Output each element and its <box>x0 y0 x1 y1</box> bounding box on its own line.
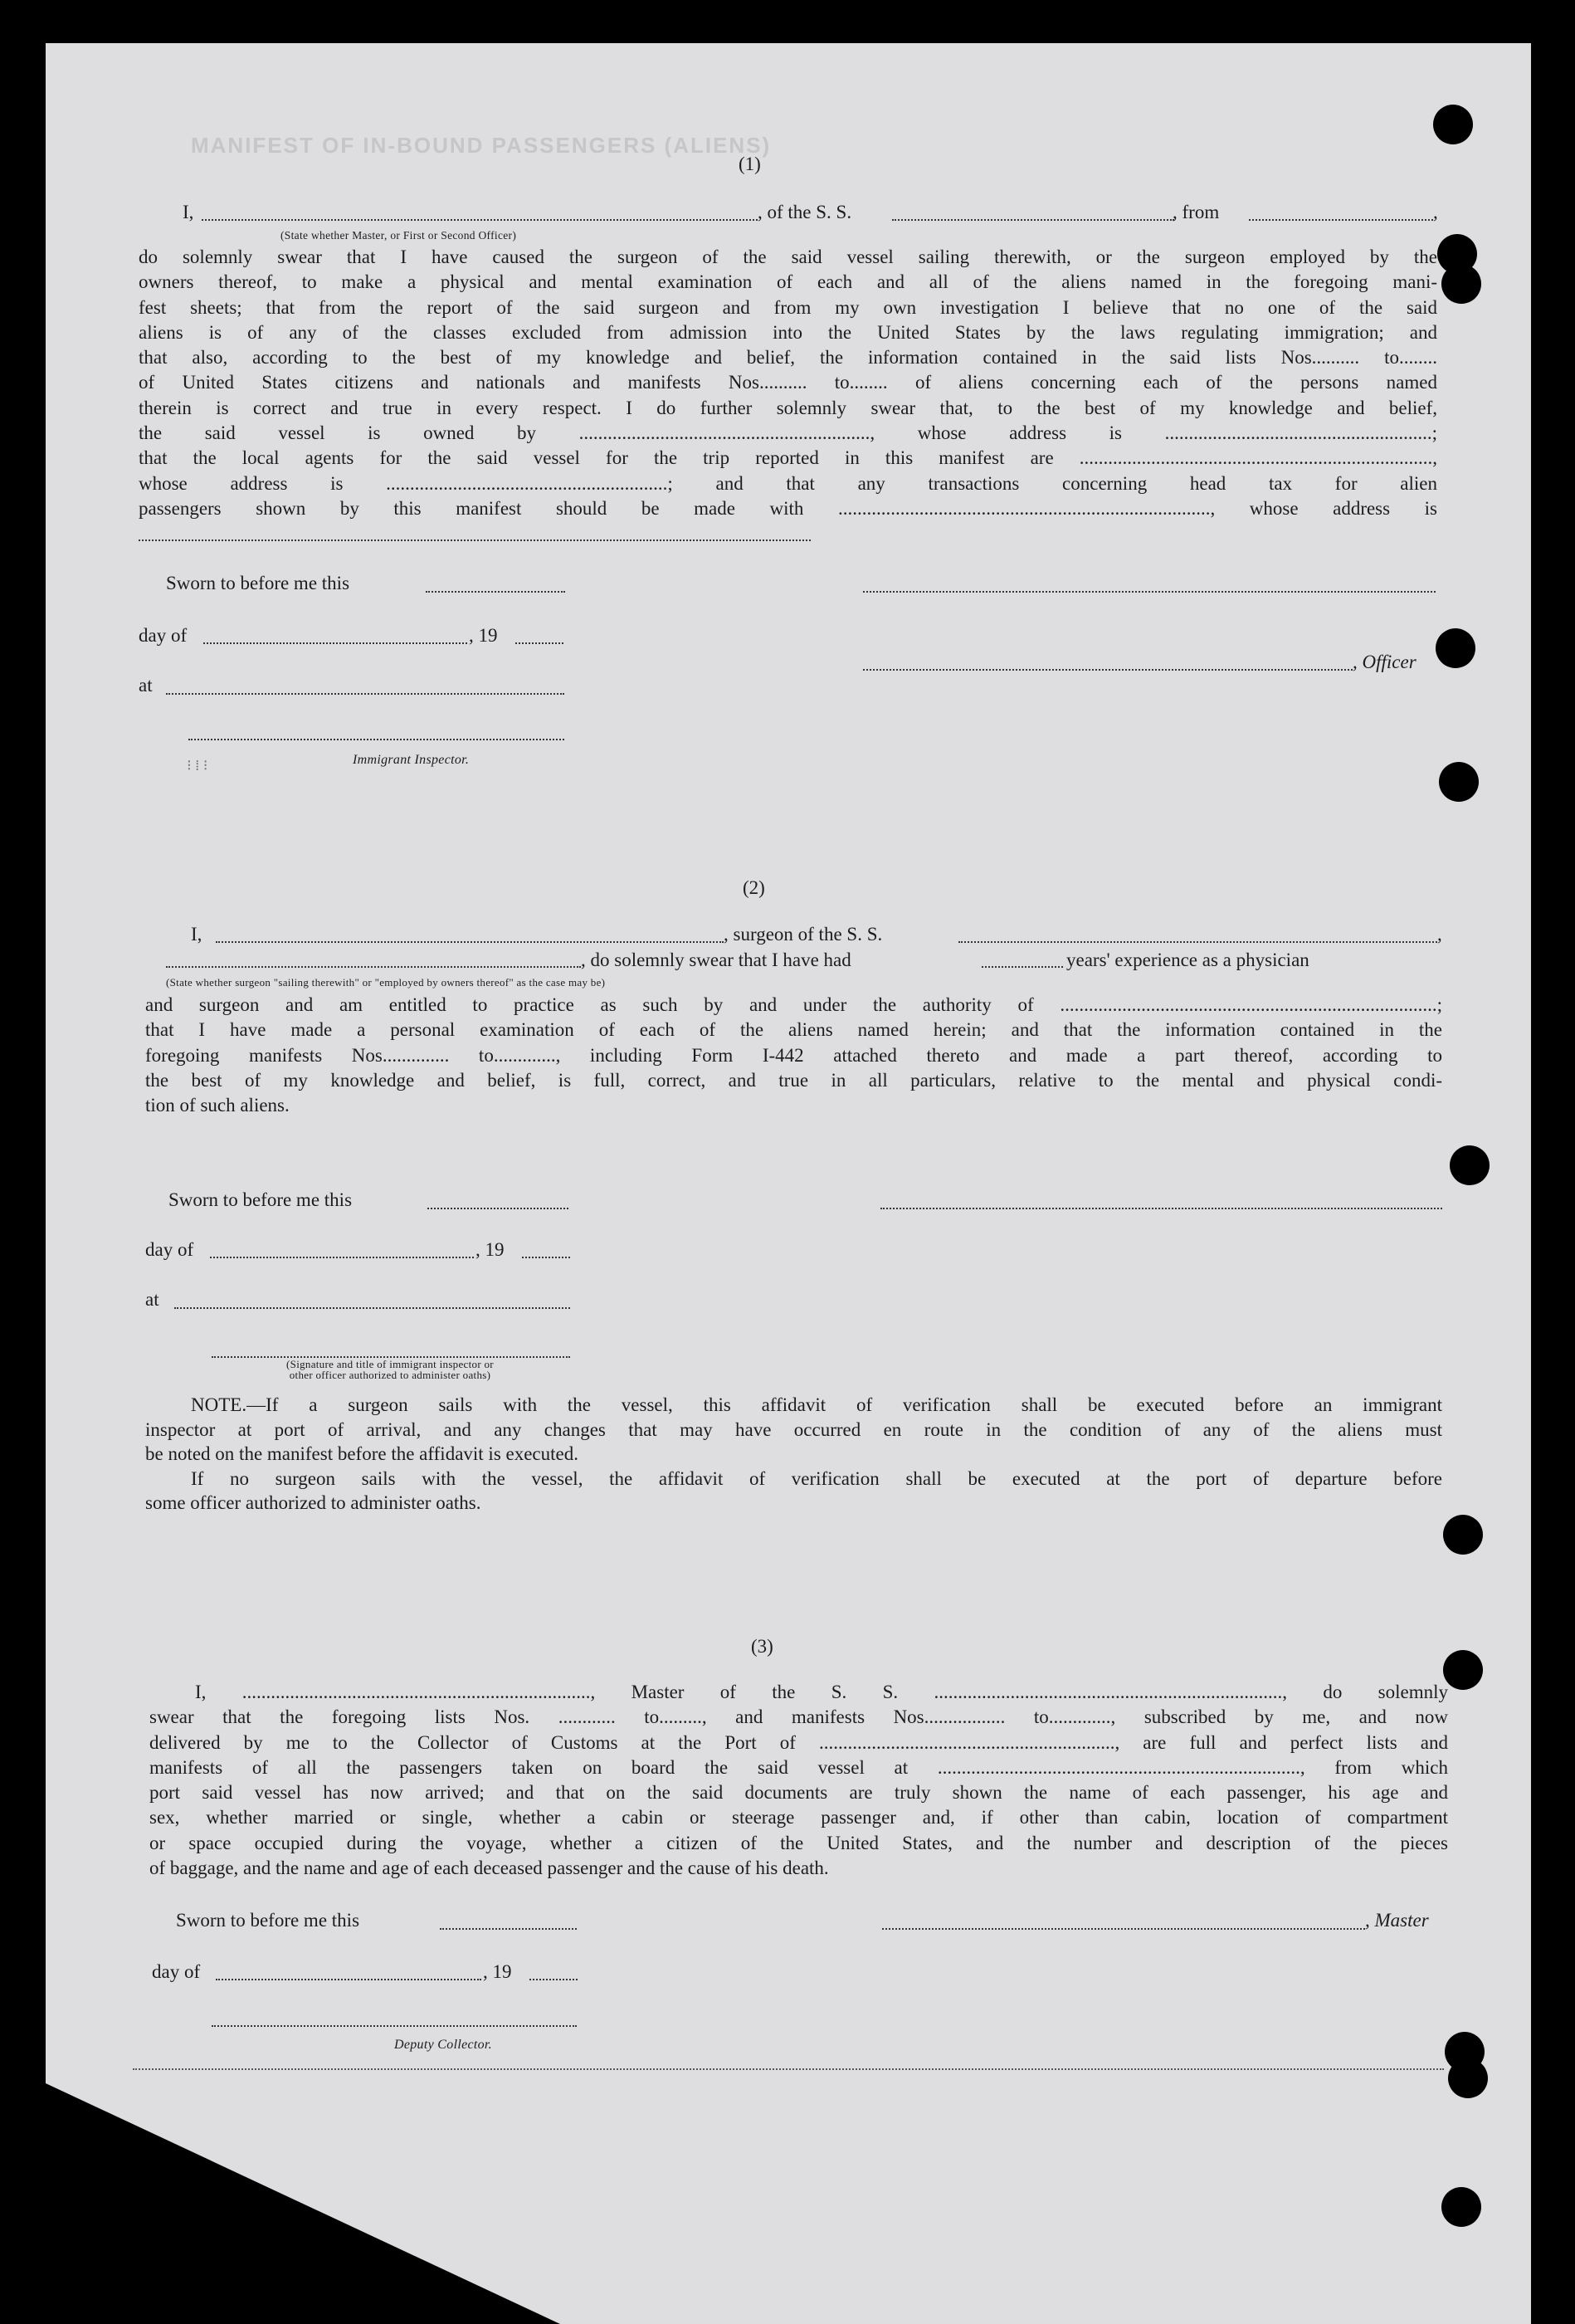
s2-note-line: If no surgeon sails with the vessel, the affidavit of verification shall be executed at the port of departure before <box>191 1467 1442 1489</box>
s1-para-line: of United States citizens and nationals and manifests Nos.......... to........ of aliens concerning each of the persons named <box>139 372 1437 393</box>
s2-day-of-label: day of <box>145 1239 194 1260</box>
s2-oath-paragraph <box>145 993 1442 1118</box>
s2-note-line: NOTE.—If a surgeon sails with the vessel, this affidavit of verification shall be executed before an immigrant <box>191 1394 1442 1415</box>
s1-inspector-label: Immigrant Inspector. <box>353 753 470 767</box>
s3-para-line: sex, whether married or single, whether a cabin or steerage passenger and, if other than cabin, location of compartment <box>149 1807 1448 1828</box>
torn-corner <box>46 2083 560 2324</box>
s2-years-field[interactable] <box>982 966 1063 968</box>
s3-para-line: delivered by me to the Collector of Customs at the Port of .............................................................., are full and perfect lists and <box>149 1731 1448 1753</box>
s1-line1-end: , <box>1433 202 1438 222</box>
s2-line2-years: years' experience as a physician <box>1066 950 1309 970</box>
s2-para-line: the best of my knowledge and belief, is full, correct, and true in all particulars, relative to the mental and physical condi- <box>145 1069 1442 1091</box>
s2-para-line: and surgeon and am entitled to practice as such by and under the authority of ...............................................................................; <box>145 994 1442 1015</box>
punch-hole <box>1436 628 1475 668</box>
s3-year-field[interactable] <box>529 1979 578 1980</box>
s1-para-line: passengers shown by this manifest should be made with .............................................................................., whose address is <box>139 497 1437 519</box>
s3-para-line: swear that the foregoing lists Nos. ............ to........., and manifests Nos................. to............., subscribed by me, and now <box>149 1706 1448 1728</box>
s2-line1-i: I, <box>191 924 202 945</box>
s2-vessel-name-field[interactable] <box>958 941 1437 943</box>
s3-para-line-last: of baggage, and the name and age of each deceased passenger and the cause of his death. <box>149 1858 829 1879</box>
s1-para-line: the said vessel is owned by ............................................................., whose address is ........................................................; <box>139 422 1437 444</box>
s1-para-line: whose address is ...........................................................; and that any transactions concerning head tax for alien <box>139 472 1437 494</box>
s1-para-line: that also, according to the best of my knowledge and belief, the information contained in the said lists Nos.......... to........ <box>139 347 1437 369</box>
s1-officer-title-field[interactable] <box>863 669 1353 671</box>
s2-surgeon-name-field[interactable] <box>216 941 724 943</box>
s2-para-line: that I have made a personal examination of each of the aliens named herein; and that the information contained in the <box>145 1019 1442 1041</box>
s3-day-of-field[interactable] <box>216 1979 481 1980</box>
s2-year-field[interactable] <box>522 1257 570 1258</box>
s1-day-of-label: day of <box>139 625 188 646</box>
s2-surgeon-sub-label: (State whether surgeon "sailing therewith" or "employed by owners thereof" as the case may be) <box>166 976 606 989</box>
s2-surgeon-signature-field[interactable] <box>880 1208 1442 1209</box>
s1-day-of-field[interactable] <box>203 642 467 644</box>
section-1-number: (1) <box>739 154 761 174</box>
s1-officer-signature-field[interactable] <box>863 591 1436 593</box>
s2-surgeon-status-field[interactable] <box>166 966 581 968</box>
s3-para-line: or space occupied during the voyage, whether a citizen of the United States, and the number and description of the pieces <box>149 1832 1448 1853</box>
s2-line1-surgeon: , surgeon of the S. S. <box>724 924 883 945</box>
s1-para-line: therein is correct and true in every respect. I do further solemnly swear that, to the best of my knowledge and belief, <box>139 397 1437 418</box>
s3-para-line: manifests of all the passengers taken on board the said vessel at ............................................................................, from which <box>149 1756 1448 1778</box>
s2-sworn-date-field[interactable] <box>427 1208 568 1209</box>
s2-note-line: be noted on the manifest before the affidavit is executed. <box>145 1443 578 1464</box>
s1-officer-label: , Officer <box>1353 652 1417 672</box>
s2-note-line: some officer authorized to administer oaths. <box>145 1492 481 1513</box>
s1-officer-sub-label: (State whether Master, or First or Second Officer) <box>280 229 517 242</box>
s2-line1-end: , <box>1437 924 1442 945</box>
s3-deputy-label: Deputy Collector. <box>394 2038 492 2052</box>
s1-para-line: that the local agents for the said vessel for the trip reported in this manifest are .........................................................................., <box>139 447 1437 469</box>
s1-stamp-mark: ⁝ ⁞ ⁝ <box>187 757 208 774</box>
s2-note-paragraph <box>145 1393 1442 1516</box>
punch-hole <box>1448 2058 1488 2098</box>
s1-para-line: owners thereof, to make a physical and mental examination of each and all of the aliens named in the foregoing mani- <box>139 271 1437 293</box>
s1-sworn-label: Sworn to before me this <box>166 573 350 593</box>
punch-hole <box>1439 762 1479 802</box>
s1-head-tax-address-field[interactable] <box>139 540 811 541</box>
s3-sworn-label: Sworn to before me this <box>176 1910 360 1931</box>
s1-officer-name-field[interactable] <box>202 219 758 221</box>
s1-para-line: aliens is of any of the classes excluded from admission into the United States by the laws regulating immigration; and <box>139 321 1437 343</box>
s1-line1-i: I, <box>183 202 194 222</box>
s1-year-field[interactable] <box>515 642 563 644</box>
s1-sworn-date-field[interactable] <box>426 591 565 593</box>
s2-sworn-label: Sworn to before me this <box>168 1189 353 1210</box>
s2-year-label: , 19 <box>475 1239 505 1260</box>
s1-para-line: do solemnly swear that I have caused the surgeon of the said vessel sailing therewith, or the surgeon employed by the <box>139 247 1437 267</box>
s3-oath-paragraph <box>149 1680 1448 1881</box>
bottom-rule <box>133 2068 1444 2070</box>
s1-at-label: at <box>139 675 153 696</box>
punch-hole <box>1441 264 1481 304</box>
s1-from-port-field[interactable] <box>1249 219 1433 221</box>
punch-hole <box>1433 105 1473 144</box>
s3-year-label: , 19 <box>483 1961 512 1982</box>
s3-sworn-date-field[interactable] <box>440 1928 577 1930</box>
s3-master-label: , Master <box>1365 1910 1429 1931</box>
s2-para-line-last: tion of such aliens. <box>145 1095 290 1116</box>
s3-para-line: I, ........................................................................., Master of the S. S. ........................................................................., do solemnly <box>195 1682 1448 1702</box>
s2-day-of-field[interactable] <box>210 1257 474 1258</box>
s2-at-label: at <box>145 1289 159 1310</box>
s2-para-line: foregoing manifests Nos.............. to............., including Form I-442 attached thereto and made a part thereof, according to <box>145 1044 1442 1066</box>
s2-sig-label-2: other officer authorized to administer oaths) <box>289 1369 491 1381</box>
punch-hole <box>1443 1515 1483 1555</box>
s1-line1-ss: , of the S. S. <box>758 202 852 222</box>
manifest-page <box>46 43 1531 2324</box>
s3-deputy-signature-field[interactable] <box>212 2025 577 2027</box>
s2-sig-label-1: (Signature and title of immigrant inspector or <box>286 1358 494 1370</box>
s2-note-line: inspector at port of arrival, and any changes that may have occurred en route in the condition of any of the aliens must <box>145 1418 1442 1440</box>
section-3-number: (3) <box>751 1636 773 1657</box>
punch-hole <box>1441 2187 1481 2227</box>
s1-at-field[interactable] <box>166 693 564 695</box>
s1-vessel-name-field[interactable] <box>892 219 1174 221</box>
section-2-number: (2) <box>743 877 765 898</box>
s1-oath-paragraph <box>139 245 1437 521</box>
bleed-through-header: MANIFEST OF IN-BOUND PASSENGERS (ALIENS) <box>191 133 772 158</box>
s3-day-of-label: day of <box>152 1961 201 1982</box>
s2-line2-swear: , do solemnly swear that I have had <box>581 950 851 970</box>
s2-at-field[interactable] <box>174 1307 570 1309</box>
punch-hole <box>1450 1145 1490 1185</box>
punch-hole <box>1443 1650 1483 1690</box>
s1-year-label: , 19 <box>469 625 498 646</box>
s1-para-line: fest sheets; that from the report of the said surgeon and from my own investigation I believe that no one of the said <box>139 296 1437 318</box>
s1-inspector-signature-field[interactable] <box>188 739 564 740</box>
s1-line1-from: , from <box>1173 202 1220 222</box>
s3-para-line: port said vessel has now arrived; and that on the said documents are truly shown the name of each passenger, his age and <box>149 1782 1448 1804</box>
s3-master-signature-field[interactable] <box>882 1928 1365 1930</box>
